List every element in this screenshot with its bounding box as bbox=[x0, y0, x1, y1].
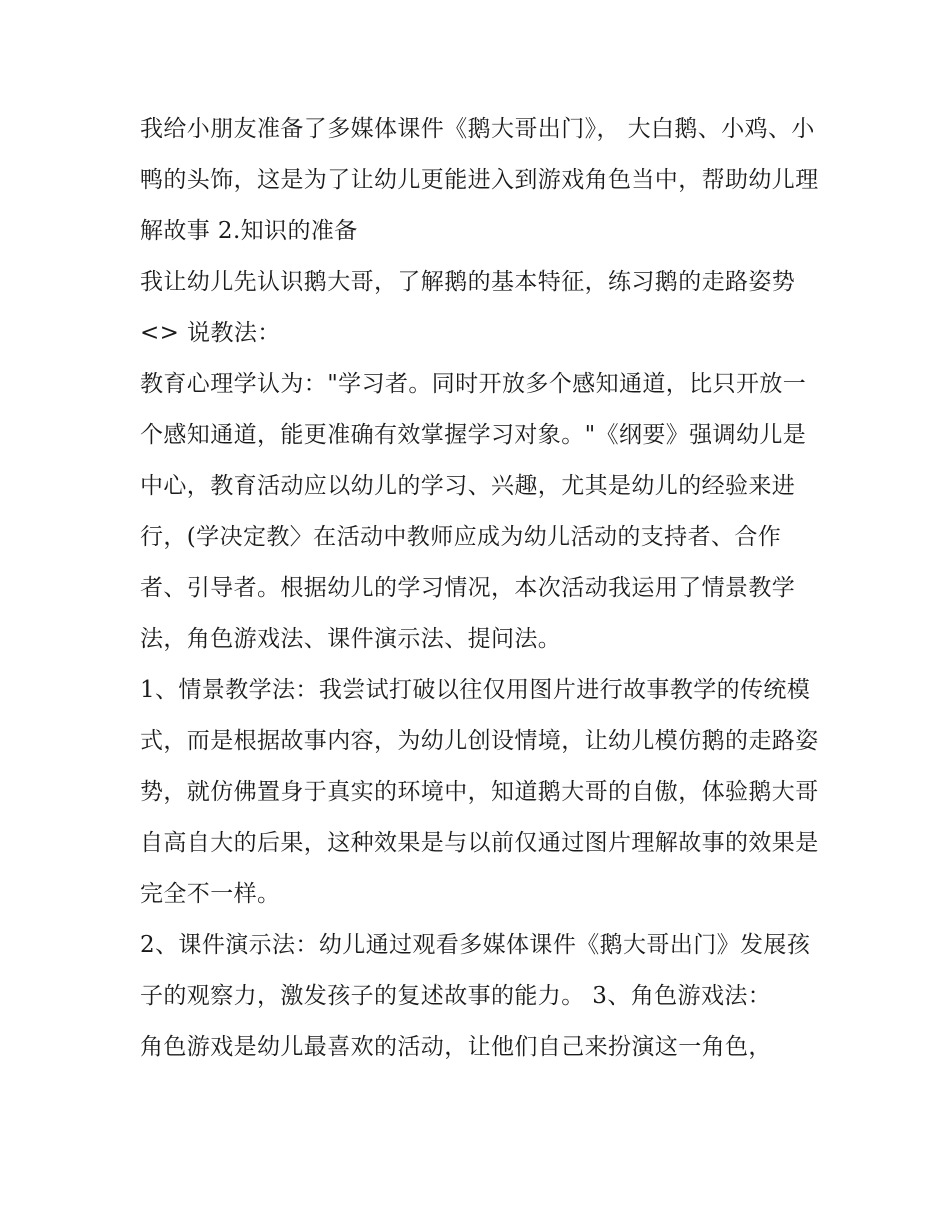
paragraph-courseware-method: 2、课件演示法：幼儿通过观看多媒体课件《鹅大哥出门》发展孩子的观察力，激发孩子的复述故事的能力。 3、角色游戏法： bbox=[140, 932, 811, 1009]
paragraph-knowledge-prep: 我让幼儿先认识鹅大哥，了解鹅的基本特征，练习鹅的走路姿势 <> 说教法： bbox=[140, 269, 796, 346]
paragraph-materials: 我给小朋友准备了多媒体课件《鹅大哥出门》， 大白鹅、小鸡、小鸭的头饰，这是为了让幼儿更能进入到游戏角色当中，帮助幼儿理解故事 2.知识的准备 bbox=[140, 116, 819, 244]
paragraph-role-play: 角色游戏是幼儿最喜欢的活动，让他们自己来扮演这一角色， bbox=[140, 1034, 772, 1060]
paragraph-teaching-theory: 教育心理学认为："学习者。同时开放多个感知通道，比只开放一个感知通道，能更准确有效掌握学习对象。"《纲要》强调幼儿是中心，教育活动应以幼儿的学习、兴趣，尤其是幼儿的经验来进行，(学决定教〉在活动中教师应成为幼儿活动的支持者、合作者、引导者。根据幼儿的学习情况，本次活动我运用了情景教学法，角色游戏法、课件演示法、提问法。 bbox=[140, 371, 807, 652]
paragraph-situational-method: 1、情景教学法：我尝试打破以往仅用图片进行故事教学的传统模式，而是根据故事内容，为幼儿创设情境，让幼儿模仿鹅的走路姿势，就仿佛置身于真实的环境中，知道鹅大哥的自傲，体验鹅大哥自高自大的后果，这种效果是与以前仅通过图片理解故事的效果是完全不一样。 bbox=[140, 677, 819, 907]
document-body bbox=[140, 104, 820, 1073]
